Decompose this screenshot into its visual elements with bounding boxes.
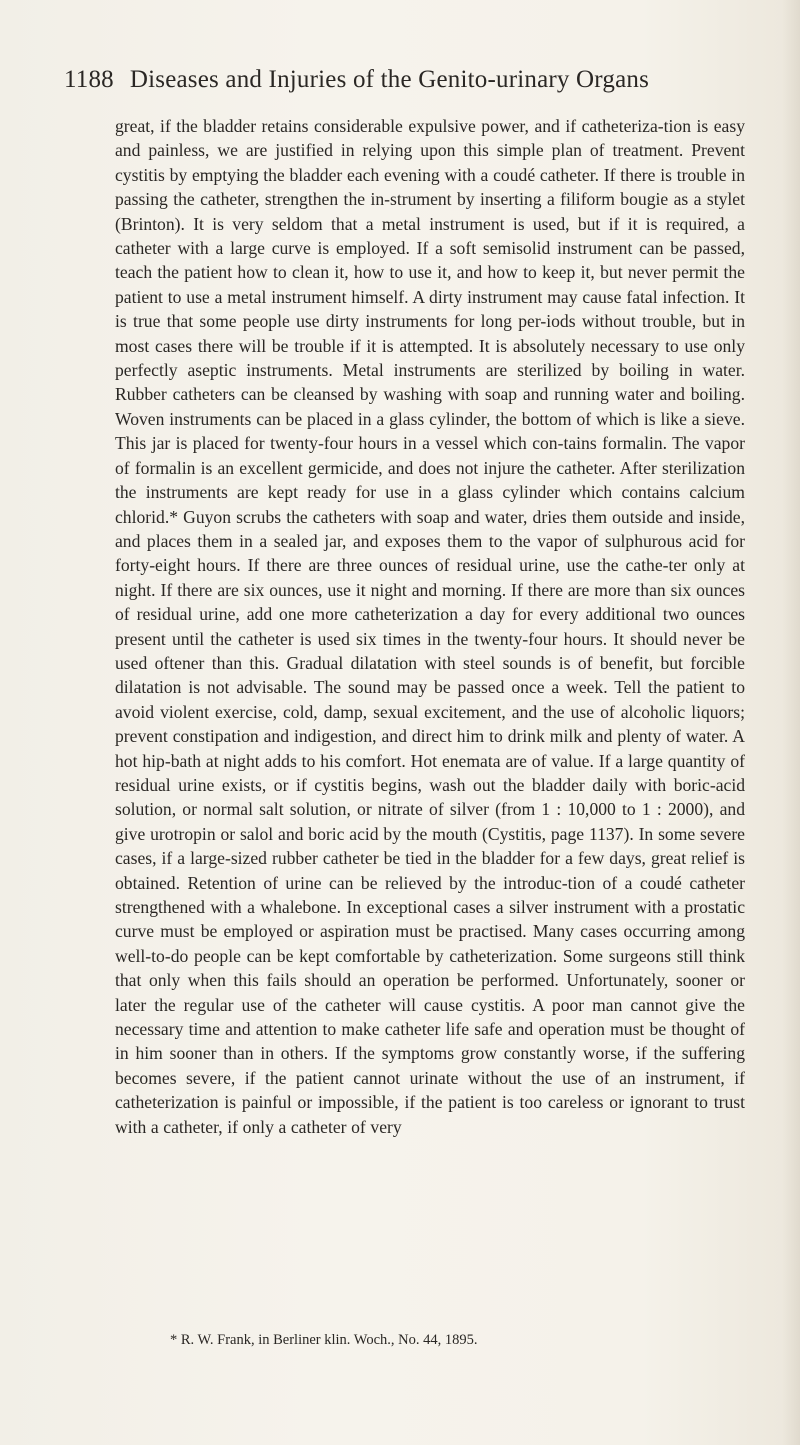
footnote: * R. W. Frank, in Berliner klin. Woch., No. 44, 1895. bbox=[170, 1332, 478, 1348]
page-number: 1188 bbox=[64, 66, 114, 93]
running-header bbox=[64, 64, 744, 96]
page-edge-shadow bbox=[782, 0, 800, 1445]
running-title: Diseases and Injuries of the Genito-urinary Organs bbox=[129, 66, 649, 93]
body-paragraph: great, if the bladder retains considerable expulsive power, and if catheteriza-tion is easy and painless, we are justified in relying upon this simple plan of treatment. Prevent cystitis by emptying the bladder each evening with a coudé catheter. If there is trouble in passing the catheter, strengthen the in-strument by inserting a filiform bougie as a stylet (Brinton). It is very seldom that a metal instrument is used, but if it is required, a catheter with a large curve is employed. If a soft semisolid instrument can be passed, teach the patient how to clean it, how to use it, and how to keep it, but never permit the patient to use a metal instrument himself. A dirty instrument may cause fatal infection. It is true that some people use dirty instruments for long per-iods without trouble, but in most cases there will be trouble if it is attempted. It is absolutely necessary to use only perfectly aseptic instruments. Metal instruments are sterilized by boiling in water. Rubber catheters can be cleansed by washing with soap and running water and boiling. Woven instruments can be placed in a glass cylinder, the bottom of which is like a sieve. This jar is placed for twenty-four hours in a vessel which con-tains formalin. The vapor of formalin is an excellent germicide, and does not injure the catheter. After sterilization the instruments are kept ready for use in a glass cylinder which contains calcium chlorid.* Guyon scrubs the catheters with soap and water, dries them outside and inside, and places them in a sealed jar, and exposes them to the vapor of sulphurous acid for forty-eight hours. If there are three ounces of residual urine, use the cathe-ter only at night. If there are six ounces, use it night and morning. If there are more than six ounces of residual urine, add one more catheterization a day for every additional two ounces present until the catheter is used six times in the twenty-four hours. It should never be used oftener than this. Gradual dilatation with steel sounds is of benefit, but forcible dilatation is not advisable. The sound may be passed once a week. Tell the patient to avoid violent exercise, cold, damp, sexual excitement, and the use of alcoholic liquors; prevent constipation and indigestion, and direct him to drink milk and plenty of water. A hot hip-bath at night adds to his comfort. Hot enemata are of value. If a large quantity of residual urine exists, or if cystitis begins, wash out the bladder daily with boric-acid solution, or normal salt solution, or nitrate of silver (from 1 : 10,000 to 1 : 2000), and give urotropin or salol and boric acid by the mouth (Cystitis, page 1137). In some severe cases, if a large-sized rubber catheter be tied in the bladder for a few days, great relief is obtained. Retention of urine can be relieved by the introduc-tion of a coudé catheter strengthened with a whalebone. In exceptional cases a silver instrument with a prostatic curve must be employed or aspiration must be practised. Many cases occurring among well-to-do people can be kept comfortable by catheterization. Some surgeons still think that only when this fails should an operation be performed. Unfortunately, sooner or later the regular use of the catheter will cause cystitis. A poor man cannot give the necessary time and attention to make catheter life safe and operation must be thought of in him sooner than in others. If the symptoms grow constantly worse, if the suffering becomes severe, if the patient cannot urinate without the use of an instrument, if catheterization is painful or impossible, if the patient is too careless or ignorant to trust with a catheter, if only a catheter of very bbox=[115, 116, 745, 1137]
